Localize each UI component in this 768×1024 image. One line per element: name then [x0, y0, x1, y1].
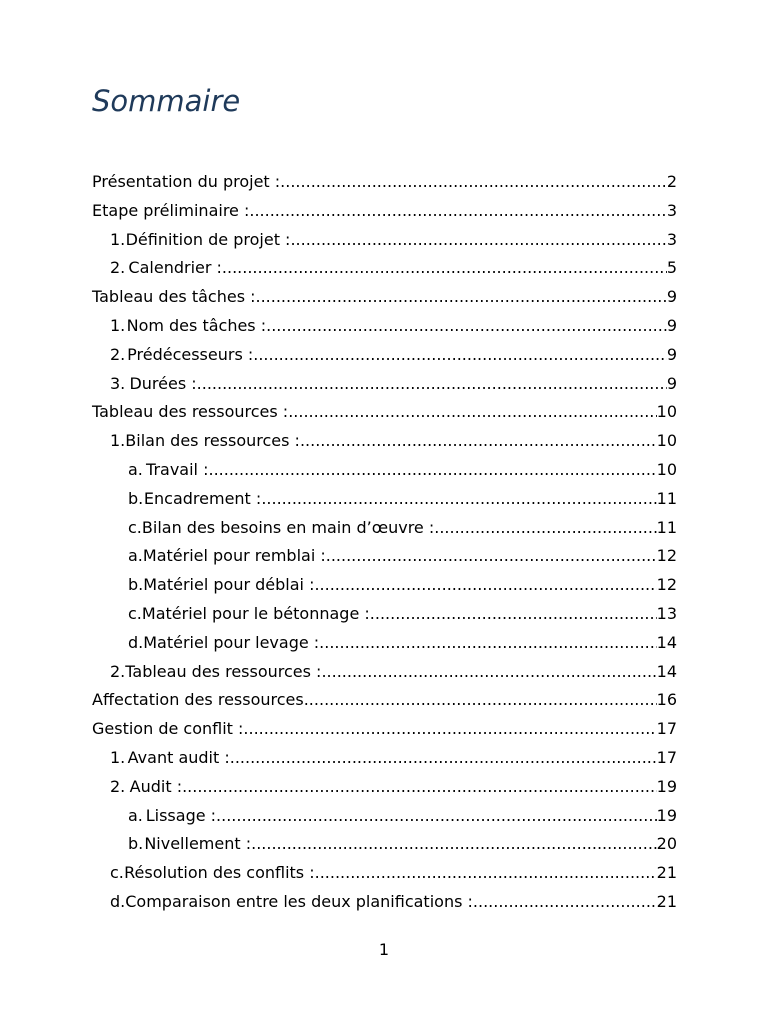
toc-entry-page: 9: [666, 315, 677, 335]
toc-leader-dots: [290, 226, 666, 255]
toc-leader-dots: [243, 715, 656, 744]
toc-entry-number: b.: [128, 575, 144, 595]
toc-entry[interactable]: [92, 802, 677, 831]
toc-leader-dots: [434, 514, 656, 543]
toc-entry-label: Gestion de conflit :: [92, 719, 244, 739]
toc-entry[interactable]: [92, 283, 677, 312]
toc-entry[interactable]: [92, 658, 677, 687]
toc-entry[interactable]: [92, 456, 677, 485]
toc-entry-label: Audit :: [129, 776, 183, 796]
toc-entry-page: 14: [656, 632, 677, 652]
toc-entry-number: 1.: [110, 747, 126, 767]
toc-entry-number: a.: [128, 805, 143, 825]
toc-leader-dots: [280, 168, 667, 197]
toc-entry-label: Résolution des conflits :: [124, 863, 315, 883]
toc-entry-label: Comparaison entre les deux planifications :: [125, 891, 473, 911]
toc-entry-number: b.: [128, 834, 144, 854]
toc-entry[interactable]: [92, 370, 677, 399]
toc-entry-label: Définition de projet :: [125, 229, 291, 249]
toc-entry[interactable]: [92, 629, 677, 658]
toc-entry-number: 3.: [110, 373, 126, 393]
toc-leader-dots: [288, 398, 656, 427]
toc-entry-label: Encadrement :: [143, 488, 262, 508]
toc-leader-dots: [319, 629, 656, 658]
toc-entry-label: Durées :: [129, 373, 197, 393]
toc-entry-label: Affectation des ressources: [92, 690, 304, 710]
toc-entry-label: Nivellement :: [144, 834, 252, 854]
toc-leader-dots: [222, 254, 667, 283]
toc-entry-number: a.: [128, 546, 143, 566]
toc-entry-page: 19: [656, 805, 677, 825]
toc-leader-dots: [256, 283, 667, 312]
toc-entry-label: Bilan des ressources :: [125, 431, 300, 451]
toc-entry-number: 2.: [110, 258, 126, 278]
toc-entry-page: 10: [656, 431, 677, 451]
toc-entry-page: 17: [656, 747, 677, 767]
toc-leader-dots: [261, 485, 656, 514]
toc-entry-label: Tableau des ressources :: [125, 661, 322, 681]
toc-entry[interactable]: [92, 859, 677, 888]
toc-entry[interactable]: [92, 600, 677, 629]
toc-entry-page: 10: [656, 402, 677, 422]
toc-entry-label: Tableau des ressources :: [92, 402, 289, 422]
toc-entry-number: 1.: [110, 229, 126, 249]
toc-entry-page: 21: [656, 891, 677, 911]
toc-entry-page: 21: [656, 863, 677, 883]
toc-entry-number: b.: [128, 488, 144, 508]
toc-entry-page: 12: [656, 575, 677, 595]
toc-entry-page: 10: [656, 459, 677, 479]
toc-entry[interactable]: [92, 254, 677, 283]
toc-entry[interactable]: [92, 514, 677, 543]
toc-entry-label: Matériel pour levage :: [143, 632, 320, 652]
toc-entry-page: 9: [666, 287, 677, 307]
toc-entry[interactable]: [92, 485, 677, 514]
toc-entry-number: 2.: [110, 344, 126, 364]
toc-entry-label: Calendrier :: [128, 258, 222, 278]
toc-entry-label: Matériel pour déblai :: [143, 575, 315, 595]
toc-entry[interactable]: [92, 168, 677, 197]
toc-leader-dots: [321, 658, 656, 687]
toc-entry-page: 16: [656, 690, 677, 710]
toc-entry-label: Tableau des tâches :: [92, 287, 256, 307]
toc-entry[interactable]: [92, 312, 677, 341]
toc-leader-dots: [314, 571, 656, 600]
toc-entry[interactable]: [92, 542, 677, 571]
table-of-contents: [92, 168, 677, 917]
toc-entry-page: 12: [656, 546, 677, 566]
toc-leader-dots: [182, 773, 657, 802]
toc-entry-page: 2: [666, 172, 677, 191]
toc-entry-label: Etape préliminaire :: [92, 200, 250, 220]
toc-entry-label: Nom des tâches :: [126, 315, 267, 335]
toc-entry-number: 2.: [110, 661, 126, 681]
toc-entry-number: d.: [128, 632, 144, 652]
toc-leader-dots: [473, 888, 657, 917]
toc-entry-number: d.: [110, 891, 126, 911]
toc-entry-page: 20: [656, 834, 677, 854]
toc-entry[interactable]: [92, 888, 677, 917]
toc-leader-dots: [304, 686, 657, 715]
toc-leader-dots: [197, 370, 667, 399]
toc-leader-dots: [230, 744, 657, 773]
toc-leader-dots: [253, 341, 667, 370]
toc-entry[interactable]: [92, 686, 677, 715]
toc-entry-label: Matériel pour le bétonnage :: [141, 603, 370, 623]
toc-entry[interactable]: [92, 744, 677, 773]
toc-entry[interactable]: [92, 571, 677, 600]
toc-leader-dots: [370, 600, 657, 629]
toc-entry-page: 9: [666, 373, 677, 393]
toc-entry[interactable]: [92, 715, 677, 744]
toc-entry-label: Prédécesseurs :: [127, 344, 254, 364]
toc-entry-page: 17: [656, 719, 677, 739]
toc-entry-label: Travail :: [146, 459, 209, 479]
toc-entry-number: c.: [128, 603, 142, 623]
toc-leader-dots: [266, 312, 667, 341]
toc-entry[interactable]: [92, 830, 677, 859]
toc-leader-dots: [315, 859, 657, 888]
toc-leader-dots: [326, 542, 657, 571]
toc-entry-page: 19: [656, 776, 677, 796]
toc-entry-number: 1.: [110, 431, 126, 451]
page-number: 1: [378, 940, 390, 959]
toc-entry-page: 9: [666, 344, 677, 364]
toc-entry-page: 5: [666, 258, 677, 278]
toc-entry-page: 11: [656, 517, 677, 537]
toc-entry[interactable]: [92, 226, 677, 255]
toc-entry[interactable]: [92, 398, 677, 427]
toc-entry-label: Avant audit :: [127, 747, 230, 767]
toc-entry-number: 1.: [110, 315, 126, 335]
toc-entry-page: 11: [656, 488, 677, 508]
toc-leader-dots: [216, 802, 657, 831]
toc-entry-number: a.: [128, 459, 143, 479]
toc-leader-dots: [208, 456, 656, 485]
toc-entry-label: Bilan des besoins en main d’œuvre :: [141, 517, 435, 537]
page-title: Sommaire: [92, 84, 241, 118]
toc-leader-dots: [300, 427, 657, 456]
toc-entry-label: Matériel pour remblai :: [142, 546, 326, 566]
toc-leader-dots: [251, 830, 657, 859]
toc-entry[interactable]: [92, 197, 677, 226]
toc-entry-number: 2.: [110, 776, 126, 796]
toc-entry-number: c.: [128, 517, 142, 537]
toc-entry-label: Présentation du projet :: [92, 172, 281, 191]
toc-entry-page: 3: [666, 229, 677, 249]
toc-entry-number: c.: [110, 863, 124, 883]
toc-entry-page: 14: [656, 661, 677, 681]
toc-entry-label: Lissage :: [145, 805, 217, 825]
toc-entry[interactable]: [92, 427, 677, 456]
toc-entry-page: 3: [666, 200, 677, 220]
toc-leader-dots: [249, 197, 666, 226]
toc-entry[interactable]: [92, 341, 677, 370]
toc-entry-page: 13: [656, 603, 677, 623]
toc-entry[interactable]: [92, 773, 677, 802]
